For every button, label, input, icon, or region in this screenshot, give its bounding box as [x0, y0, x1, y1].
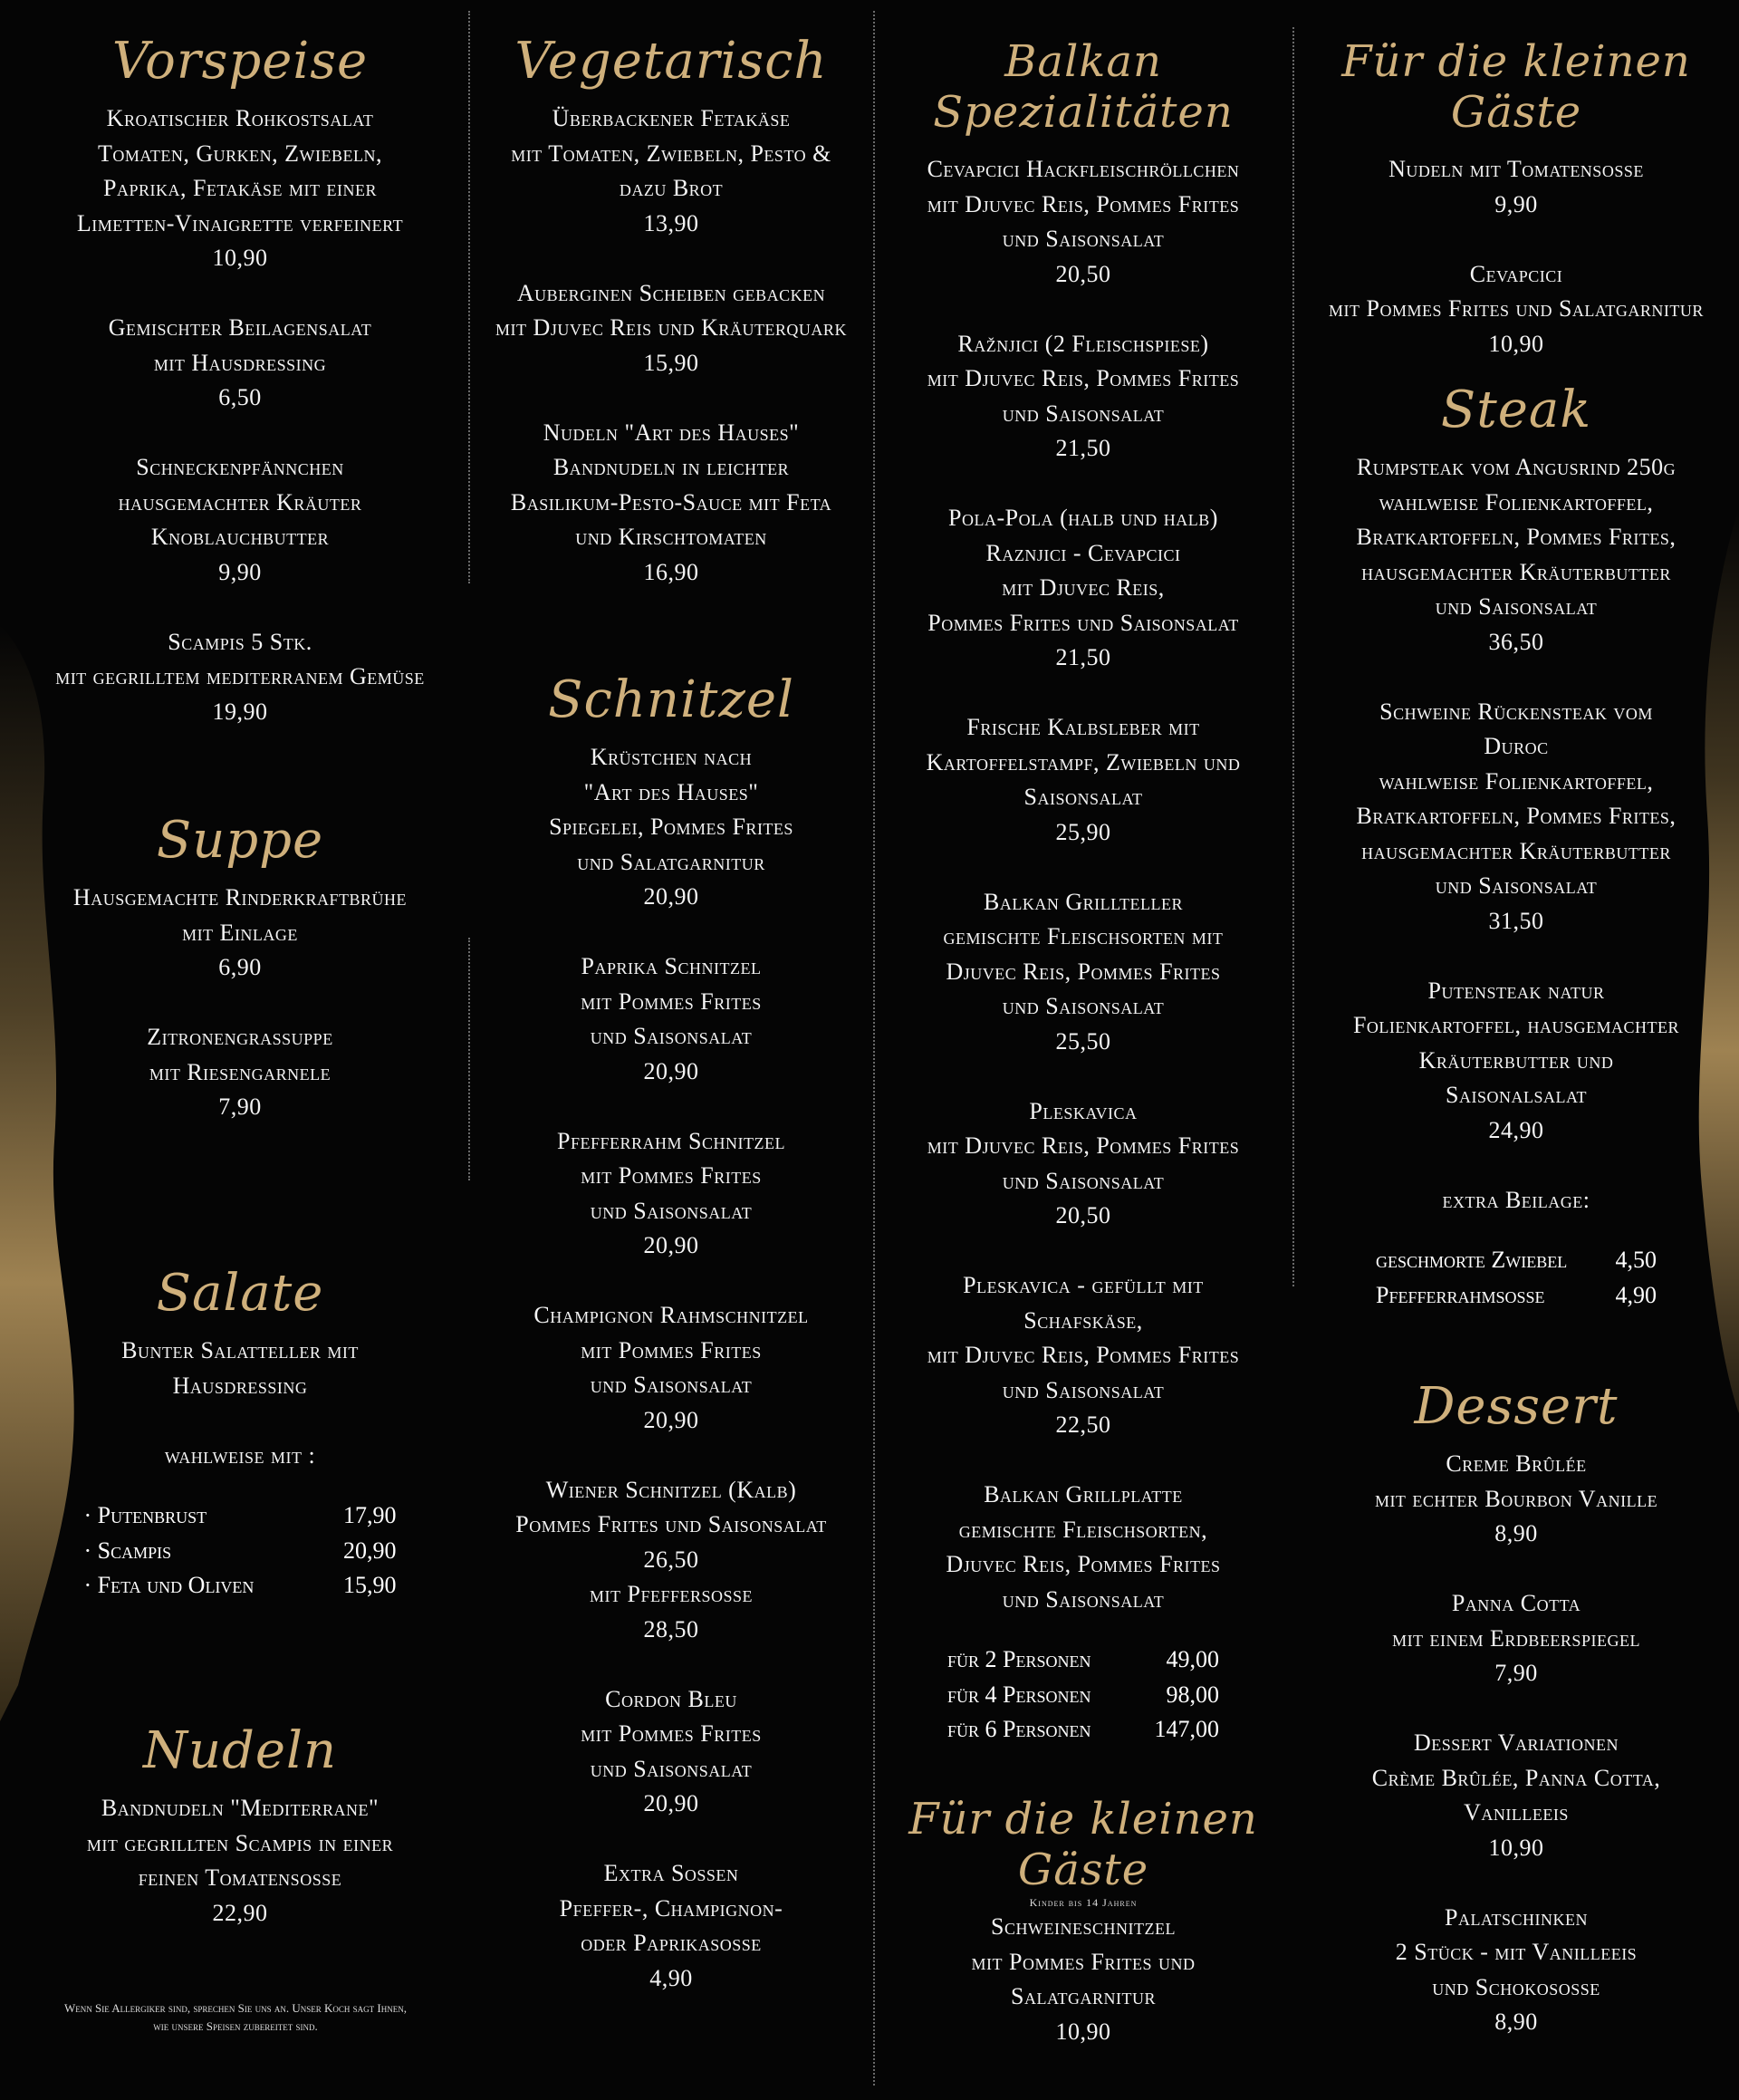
item-name: Champignon Rahmschnitzel	[533, 1302, 809, 1328]
menu-item	[880, 501, 1286, 676]
price-row-value: 4,50	[1615, 1247, 1657, 1273]
item-name: Pfefferrahm Schnitzel	[557, 1127, 785, 1154]
price-list	[1299, 1243, 1734, 1313]
menu-item	[476, 1682, 867, 1822]
menu-item	[476, 101, 867, 241]
item-description: und Schokososse	[1432, 1973, 1600, 2000]
item-description: mit Djuvec Reis, Pommes Frites	[927, 1132, 1240, 1159]
item-name: Bunter Salatteller mit	[121, 1337, 359, 1363]
item-name: Krüstchen nach	[590, 744, 753, 770]
price-row	[27, 1568, 453, 1604]
section-balkan-spezialitaten	[880, 36, 1286, 1748]
menu-item	[880, 152, 1286, 292]
item-name: extra Beilage:	[1442, 1186, 1590, 1213]
menu-item	[27, 450, 453, 590]
item-name: Cevapcici Hackfleischröllchen	[927, 156, 1240, 182]
menu-item	[27, 1791, 453, 1931]
item-description: mit Djuvec Reis,	[1002, 574, 1165, 601]
item-name: Cordon Bleu	[605, 1685, 737, 1712]
item-name: Cevapcici	[1469, 260, 1563, 287]
item-name: Auberginen Scheiben gebacken	[516, 279, 826, 306]
menu-item	[27, 881, 453, 986]
item-description: Djuvec Reis, Pommes Frites	[946, 1551, 1221, 1577]
item-description: feinen Tomatensosse	[138, 1864, 342, 1891]
item-name: Pleskavica - gefüllt mit	[963, 1272, 1204, 1298]
item-name: Creme Brûlée	[1446, 1450, 1587, 1477]
item-description: und Saisonsalat	[1002, 400, 1165, 427]
item-name: Paprika Schnitzel	[581, 953, 762, 979]
menu-item	[1299, 1726, 1734, 1865]
item-description: mit Pommes Frites und	[971, 1948, 1196, 1975]
item-description: mit Pommes Frites und Salatgarnitur	[1329, 295, 1704, 322]
price-row-name: · Putenbrust	[83, 1502, 207, 1528]
section-title: Für die kleinen Gäste	[908, 1794, 1258, 1895]
item-price: 21,50	[1055, 435, 1111, 461]
item-price: 25,90	[1055, 818, 1111, 845]
menu-item	[1299, 1901, 1734, 2040]
item-description: mit Einlage	[182, 919, 298, 946]
section-suppe	[27, 811, 453, 1125]
menu-item	[880, 1910, 1286, 2049]
item-description: mit Pommes Frites	[581, 987, 762, 1015]
item-description: Bratkartoffeln, Pommes Frites,	[1356, 803, 1677, 829]
item-description: hausgemachter Kräuterbutter	[1361, 558, 1671, 585]
item-description: mit Riesengarnele	[149, 1058, 331, 1085]
price-list	[27, 1498, 453, 1604]
price-row-value: 15,90	[343, 1572, 397, 1598]
item-price: 13,90	[643, 209, 699, 236]
item-price: 15,90	[643, 349, 699, 376]
item-description: Pommes Frites und Saisonsalat	[927, 609, 1239, 636]
item-description: mit Djuvec Reis, Pommes Frites	[927, 365, 1240, 391]
item-description: Salatgarnitur	[1011, 1983, 1156, 2009]
item-description: Bratkartoffeln, Pommes Frites,	[1356, 524, 1677, 550]
item-price: 19,90	[212, 698, 268, 725]
item-name: Überbackener Fetakäse	[552, 105, 791, 131]
item-price: 10,90	[1055, 2018, 1111, 2045]
item-price: 36,50	[1488, 628, 1544, 655]
item-price: 10,90	[212, 245, 268, 271]
price-list	[880, 1642, 1286, 1748]
item-price: 20,90	[643, 1406, 699, 1433]
item-name: Scampis 5 Stk.	[168, 628, 312, 655]
item-description: und Saisonsalat	[1002, 226, 1165, 252]
menu-item	[476, 1124, 867, 1264]
item-name: Balkan Grillteller	[984, 888, 1183, 915]
menu-item	[476, 1298, 867, 1438]
item-description: und Saisonsalat	[1002, 1376, 1165, 1403]
item-name: Nudeln "Art des Hauses"	[543, 419, 800, 446]
item-description: Djuvec Reis, Pommes Frites	[946, 958, 1221, 985]
item-description: Basilikum-Pesto-Sauce mit Feta	[510, 488, 832, 515]
menu-item	[476, 740, 867, 915]
item-name: Ražnjici (2 Fleischspiese)	[957, 330, 1209, 357]
section-fur-die-kleinen-gaste	[1299, 36, 1734, 361]
menu-item	[1299, 695, 1734, 939]
menu-item	[27, 625, 453, 730]
item-description: und Salatgarnitur	[577, 848, 765, 875]
price-row-value: 49,00	[1166, 1646, 1219, 1672]
item-description: Crème Brûlée, Panna Cotta,	[1371, 1764, 1661, 1791]
price-row-name: für 4 Personen	[947, 1681, 1091, 1708]
column-divider	[468, 938, 470, 1180]
price-row-name: Pfefferrahmsosse	[1376, 1281, 1545, 1308]
item-description: Folienkartoffel, hausgemachter	[1352, 1012, 1680, 1038]
item-price: 22,50	[1055, 1411, 1111, 1438]
menu-item	[1299, 1447, 1734, 1552]
item-name: Dessert Variationen	[1414, 1729, 1619, 1756]
item-description: Limetten-Vinaigrette verfeinert	[76, 209, 404, 236]
allergy-note: Wenn Sie Allergiker sind, sprechen Sie uns an. Unser Koch sagt Ihnen, wie unsere Speisen zubereitet sind.	[63, 2001, 407, 2033]
price-row-name: für 2 Personen	[947, 1646, 1091, 1672]
item-description: mit Djuvec Reis und Kräuterquark	[495, 314, 847, 341]
section-dessert	[1299, 1377, 1734, 2040]
menu-item	[476, 949, 867, 1089]
item-name: Gemischter Beilagensalat	[108, 314, 372, 341]
section-subtitle: Kinder bis 14 Jahren	[1029, 1896, 1138, 1909]
item-description: und Saisonsalat	[1002, 1585, 1165, 1613]
menu-item	[1299, 152, 1734, 222]
price-row	[1299, 1243, 1734, 1278]
section-title: Salate	[156, 1264, 324, 1323]
item-name: Schneckenpfännchen	[136, 454, 344, 480]
menu-item	[880, 710, 1286, 850]
menu-item	[1299, 1586, 1734, 1691]
item-description: mit Pommes Frites	[581, 1162, 762, 1189]
item-name: Panna Cotta	[1451, 1590, 1581, 1616]
price-row	[880, 1712, 1286, 1748]
section-nudeln	[27, 1721, 453, 1931]
item-price: 31,50	[1488, 907, 1544, 934]
menu-item	[476, 1856, 867, 1996]
item-price: 24,90	[1488, 1116, 1544, 1143]
menu-item	[27, 311, 453, 416]
item-description: mit Djuvec Reis, Pommes Frites	[927, 1342, 1240, 1368]
menu-item	[880, 1094, 1286, 1234]
item-name: Balkan Grillplatte	[984, 1481, 1183, 1508]
menu-item	[880, 1478, 1286, 1617]
section-title: Vegetarisch	[514, 32, 828, 91]
item-description: und Saisonsalat	[590, 1023, 753, 1049]
section-title: Steak	[1440, 381, 1592, 439]
item-price: 22,90	[212, 1899, 268, 1926]
item-description: und Saisonsalat	[1002, 1167, 1165, 1194]
item-description: und Saisonsalat	[590, 1197, 753, 1224]
item-description: Bandnudeln in leichter	[552, 454, 790, 480]
price-row-name: · Feta und Oliven	[83, 1572, 255, 1598]
price-row-value: 17,90	[343, 1502, 397, 1528]
menu-item	[1299, 974, 1734, 1149]
item-description: Hausdressing	[172, 1372, 308, 1399]
price-row	[880, 1642, 1286, 1678]
menu-item	[1299, 450, 1734, 660]
item-description: Kartoffelstampf, Zwiebeln und	[926, 748, 1241, 775]
item-description: und Saisonsalat	[590, 1372, 753, 1398]
menu-item	[880, 1268, 1286, 1443]
price-row-name: geschmorte Zwiebel	[1376, 1247, 1568, 1273]
menu-item	[476, 1473, 867, 1648]
section-salate	[27, 1264, 453, 1604]
item-name: Palatschinken	[1445, 1903, 1588, 1931]
menu-item	[27, 1020, 453, 1125]
item-description: Knoblauchbutter	[150, 524, 330, 550]
price-row-value: 98,00	[1166, 1681, 1219, 1708]
item-description: wahlweise Folienkartoffel,	[1379, 767, 1654, 795]
item-description: mit Pommes Frites	[581, 1336, 762, 1363]
item-name: Pola-Pola (halb und halb)	[948, 505, 1218, 531]
item-price: 20,90	[643, 1790, 699, 1816]
item-name: Extra Sossen	[603, 1860, 739, 1886]
section-title: Balkan Spezialitäten	[933, 36, 1234, 138]
section-steak	[1299, 381, 1734, 1313]
item-price: 4,90	[649, 1964, 693, 1991]
item-name: Hausgemachte Rinderkraftbrühe	[72, 884, 408, 910]
item-description: Saisonalsalat	[1446, 1082, 1587, 1108]
item-price: 10,90	[1488, 1834, 1544, 1861]
item-price: 10,90	[1488, 330, 1544, 357]
item-description: Kräuterbutter und	[1418, 1046, 1614, 1074]
section-vegetarisch	[476, 32, 867, 590]
item-name: Kroatischer Rohkostsalat	[106, 105, 374, 131]
item-price: 2 Stück - mit Vanilleeis	[1395, 1939, 1638, 1965]
item-price: 28,50	[643, 1615, 699, 1642]
item-description: mit Hausdressing	[153, 349, 327, 376]
menu-item	[27, 1439, 453, 1474]
item-description: mit gegrilltem mediterranem Gemüse	[55, 663, 425, 689]
item-description: und Saisonsalat	[1435, 593, 1598, 620]
menu-item	[476, 276, 867, 381]
item-description: hausgemachter Kräuterbutter	[1361, 837, 1671, 864]
price-row	[27, 1498, 453, 1534]
item-name: Wiener Schnitzel (Kalb)	[545, 1476, 797, 1503]
item-description: mit einem Erdbeerspiegel	[1392, 1624, 1640, 1652]
price-row-value: 147,00	[1154, 1716, 1219, 1742]
item-price: 26,50	[643, 1546, 699, 1573]
item-price: 20,50	[1055, 1202, 1111, 1228]
item-price: 25,50	[1055, 1027, 1111, 1055]
item-name: Bandnudeln "Mediterrane"	[101, 1795, 380, 1821]
item-description: oder Paprikasosse	[581, 1930, 762, 1956]
item-price: 6,50	[218, 384, 262, 410]
section-title: Vorspeise	[111, 32, 369, 91]
item-description: mit Djuvec Reis, Pommes Frites	[927, 190, 1240, 217]
item-name: wahlweise mit :	[164, 1441, 316, 1469]
item-description: gemischte Fleischsorten,	[958, 1516, 1208, 1543]
item-description: und Saisonsalat	[1002, 993, 1165, 1019]
item-name: Nudeln mit Tomatensosse	[1388, 156, 1644, 182]
section-fur-die-kleinen-gaste	[880, 1794, 1286, 2049]
item-description: mit Tomaten, Zwiebeln, Pesto &	[511, 140, 831, 167]
item-description: mit Pommes Frites	[581, 1720, 762, 1747]
item-description: Schafskäse,	[1023, 1306, 1143, 1334]
section-schnitzel	[476, 670, 867, 1996]
item-description: gemischte Fleischsorten mit	[943, 923, 1224, 949]
item-description: Paprika, Fetakäse mit einer	[103, 175, 377, 201]
item-description: Tomaten, Gurken, Zwiebeln,	[97, 140, 382, 167]
column-divider	[1292, 27, 1294, 1286]
menu-item	[880, 885, 1286, 1060]
price-row-value: 20,90	[343, 1536, 397, 1564]
price-row	[1299, 1278, 1734, 1314]
item-price: 21,50	[1055, 644, 1111, 670]
item-name: Frische Kalbsleber mit	[966, 714, 1200, 740]
menu-item	[1299, 257, 1734, 362]
price-row-value: 4,90	[1615, 1281, 1657, 1308]
item-name: Schweineschnitzel	[991, 1913, 1176, 1940]
item-price: 7,90	[1494, 1660, 1538, 1686]
column-divider	[468, 11, 470, 583]
item-price: 8,90	[1494, 2008, 1538, 2035]
item-description: hausgemachter Kräuter	[118, 488, 362, 515]
item-description: Pommes Frites und Saisonsalat	[515, 1511, 827, 1537]
menu-item	[1299, 1183, 1734, 1219]
item-description: "Art des Hauses"	[583, 778, 759, 805]
item-description: Raznjici - Cevapcici	[985, 539, 1181, 566]
item-description: und Saisonsalat	[590, 1755, 753, 1782]
section-title: Für die kleinen Gäste	[1341, 36, 1691, 138]
section-vorspeise	[27, 32, 453, 729]
item-description: wahlweise Folienkartoffel,	[1379, 488, 1654, 515]
price-row-name: für 6 Personen	[947, 1716, 1091, 1742]
item-price: 20,90	[643, 1232, 699, 1258]
item-description: und Saisonsalat	[1435, 872, 1598, 899]
item-name: Rumpsteak vom Angusrind 250g	[1356, 454, 1677, 480]
item-name: Pleskavica	[1029, 1097, 1138, 1124]
item-description: und Kirschtomaten	[575, 524, 767, 550]
price-row-name: · Scampis	[83, 1536, 172, 1564]
item-price: 7,90	[218, 1093, 262, 1120]
item-price: 16,90	[643, 558, 699, 585]
menu-item	[27, 1334, 453, 1403]
item-description: Vanilleeis	[1464, 1799, 1569, 1825]
item-price: 9,90	[218, 558, 262, 585]
item-description: mit Pfeffersosse	[589, 1581, 753, 1607]
item-description: Pfeffer-, Champignon-	[559, 1894, 783, 1922]
menu-item	[476, 416, 867, 591]
item-name: Zitronengrassuppe	[147, 1024, 333, 1050]
item-description: Spiegelei, Pommes Frites	[549, 814, 793, 840]
item-description: mit echter Bourbon Vanille	[1374, 1485, 1658, 1512]
menu-item	[27, 101, 453, 276]
item-price: 9,90	[1494, 190, 1538, 217]
item-description: dazu Brot	[619, 175, 724, 201]
item-name: Putensteak natur	[1427, 977, 1605, 1004]
price-row	[27, 1534, 453, 1569]
price-row	[880, 1678, 1286, 1713]
item-description: mit gegrillten Scampis in einer	[86, 1829, 394, 1856]
item-price: 20,90	[643, 1057, 699, 1084]
item-price: 6,90	[218, 954, 262, 980]
menu-item	[880, 327, 1286, 467]
item-price: 20,50	[1055, 260, 1111, 287]
item-name: Schweine Rückensteak vom	[1379, 698, 1653, 725]
section-title: Schnitzel	[548, 670, 794, 729]
section-title: Dessert	[1414, 1377, 1619, 1436]
item-description: Duroc	[1484, 733, 1549, 759]
item-price: 20,90	[643, 883, 699, 910]
item-price: 8,90	[1494, 1520, 1538, 1546]
column-divider	[873, 11, 875, 2086]
section-title: Nudeln	[142, 1721, 338, 1780]
section-title: Suppe	[156, 811, 324, 870]
item-description: Saisonsalat	[1023, 784, 1143, 810]
